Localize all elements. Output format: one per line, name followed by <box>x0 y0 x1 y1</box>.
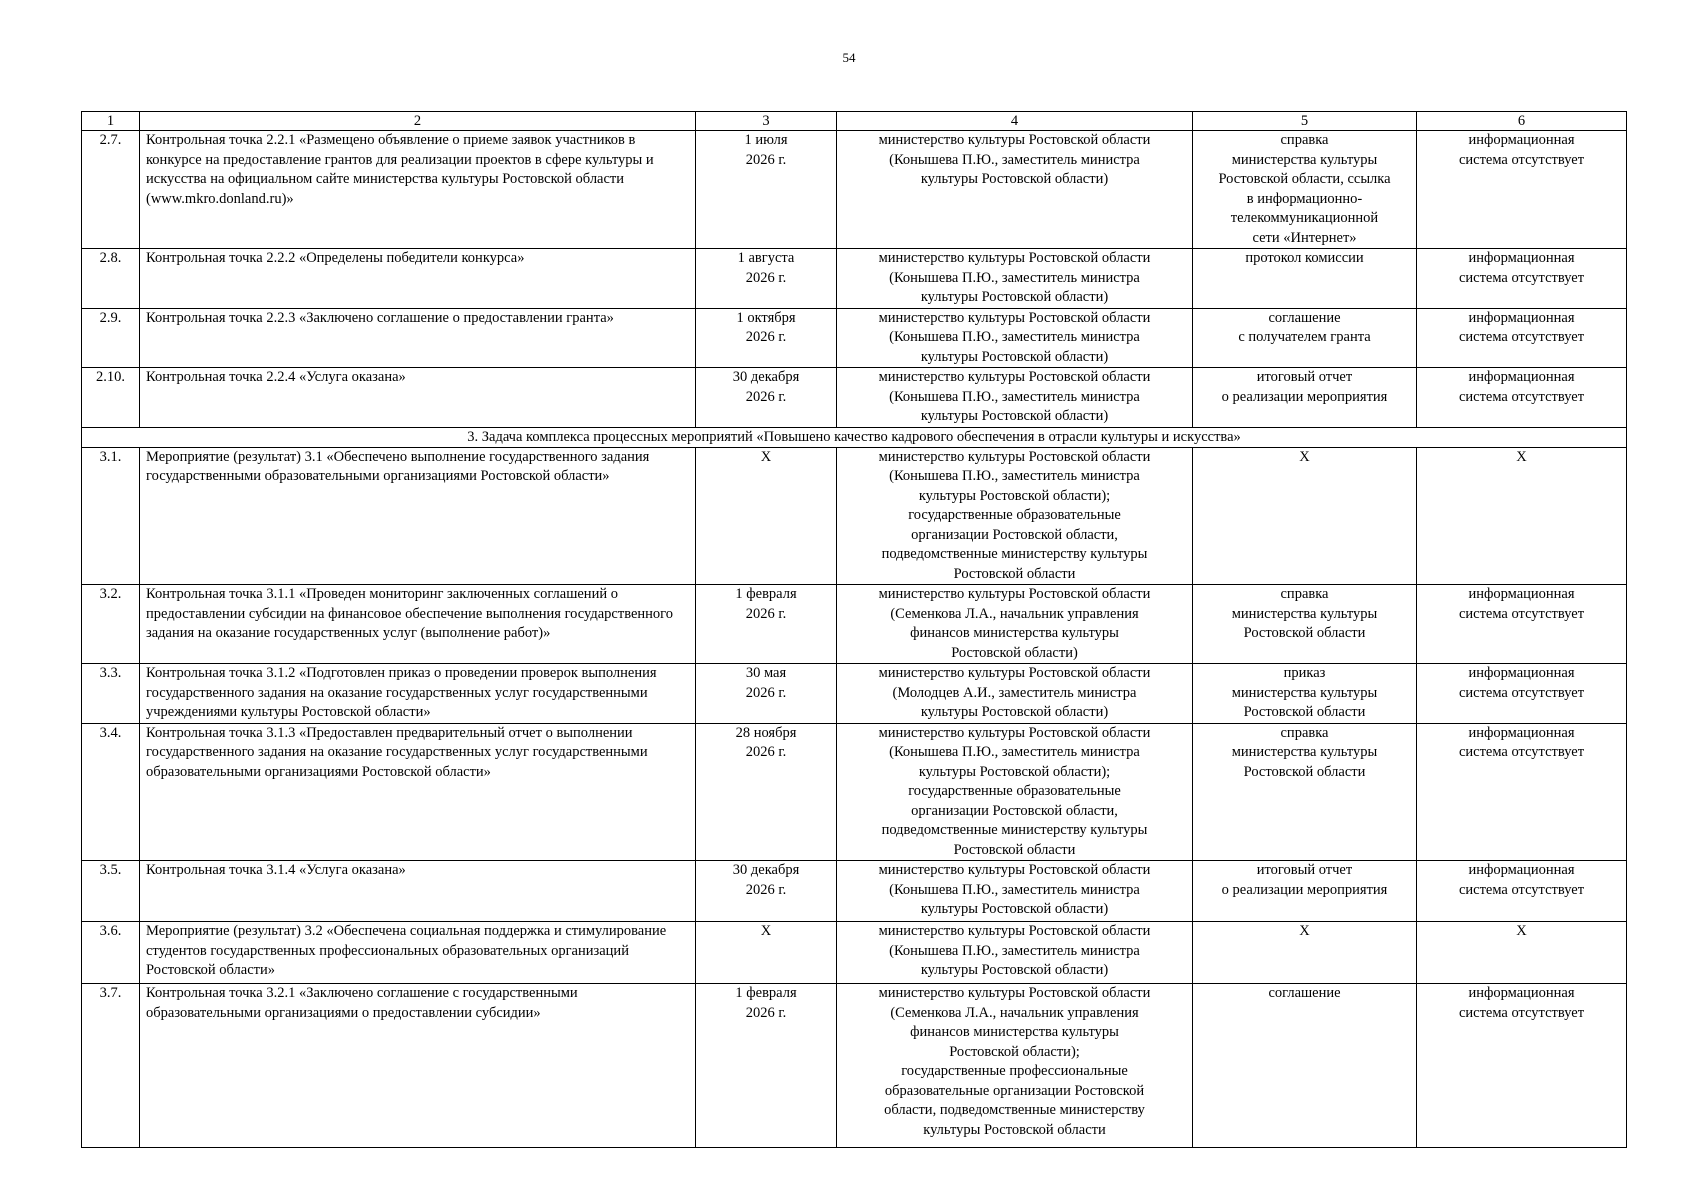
deadline-cell: 28 ноября 2026 г. <box>696 723 837 861</box>
confirming-document-cell: справка министерства культуры Ростовской области <box>1193 723 1417 861</box>
deadline-cell: 30 декабря 2026 г. <box>696 368 837 428</box>
responsible-party-cell: министерство культуры Ростовской области (Конышева П.Ю., заместитель министра культуры Ростовской области) <box>837 131 1193 249</box>
table-row <box>82 447 1627 585</box>
confirming-document-cell: справка министерства культуры Ростовской области <box>1193 585 1417 664</box>
table-row <box>82 861 1627 922</box>
deadline-cell: Х <box>696 922 837 984</box>
activity-name-cell: Контрольная точка 2.2.4 «Услуга оказана» <box>140 368 696 428</box>
information-system-cell: информационная система отсутствует <box>1417 723 1627 861</box>
information-system-cell: информационная система отсутствует <box>1417 984 1627 1148</box>
header-col-6: 6 <box>1417 112 1627 131</box>
confirming-document-cell: справка министерства культуры Ростовской области, ссылка в информационно- телекоммуникационной сети «Интернет» <box>1193 131 1417 249</box>
table-header-row <box>82 112 1627 131</box>
control-points-table <box>81 111 1627 1148</box>
confirming-document-cell: Х <box>1193 922 1417 984</box>
responsible-party-cell: министерство культуры Ростовской области (Конышева П.Ю., заместитель министра культуры Ростовской области) <box>837 861 1193 922</box>
page-number: 54 <box>842 50 856 65</box>
confirming-document-cell: приказ министерства культуры Ростовской области <box>1193 664 1417 724</box>
section-header-row <box>82 427 1627 447</box>
row-number-cell: 2.7. <box>82 131 140 249</box>
header-col-5: 5 <box>1193 112 1417 131</box>
responsible-party-cell: министерство культуры Ростовской области (Конышева П.Ю., заместитель министра культуры Ростовской области) <box>837 922 1193 984</box>
deadline-cell: 1 августа 2026 г. <box>696 249 837 309</box>
responsible-party-cell: министерство культуры Ростовской области (Конышева П.Ю., заместитель министра культуры Ростовской области); государственные образовательные организации Ростовской области, подведомственные министерству культуры Ростовской области <box>837 723 1193 861</box>
header-col-1: 1 <box>82 112 140 131</box>
confirming-document-cell: Х <box>1193 447 1417 585</box>
information-system-cell: информационная система отсутствует <box>1417 368 1627 428</box>
header-col-2: 2 <box>140 112 696 131</box>
deadline-cell: 1 февраля 2026 г. <box>696 585 837 664</box>
row-number-cell: 3.7. <box>82 984 140 1148</box>
table-row <box>82 984 1627 1148</box>
activity-name-cell: Контрольная точка 3.1.2 «Подготовлен приказ о проведении проверок выполнения государственного задания на оказание государственных услуг государственными учреждениями культуры Ростовской области» <box>140 664 696 724</box>
activity-name-cell: Контрольная точка 2.2.2 «Определены победители конкурса» <box>140 249 696 309</box>
deadline-cell: 30 мая 2026 г. <box>696 664 837 724</box>
table-row <box>82 585 1627 664</box>
responsible-party-cell: министерство культуры Ростовской области (Конышева П.Ю., заместитель министра культуры Ростовской области) <box>837 249 1193 309</box>
deadline-cell: Х <box>696 447 837 585</box>
information-system-cell: Х <box>1417 922 1627 984</box>
row-number-cell: 3.3. <box>82 664 140 724</box>
confirming-document-cell: соглашение <box>1193 984 1417 1148</box>
section-title: 3. Задача комплекса процессных мероприятий «Повышено качество кадрового обеспечения в отрасли культуры и искусства» <box>82 427 1627 447</box>
activity-name-cell: Контрольная точка 3.2.1 «Заключено соглашение с государственными образовательными организациями о предоставлении субсидии» <box>140 984 696 1148</box>
row-number-cell: 3.5. <box>82 861 140 922</box>
activity-name-cell: Контрольная точка 3.1.1 «Проведен мониторинг заключенных соглашений о предоставлении субсидии на финансовое обеспечение выполнения государственного задания на оказание государственных услуг (выполнение работ)» <box>140 585 696 664</box>
activity-name-cell: Контрольная точка 2.2.3 «Заключено соглашение о предоставлении гранта» <box>140 308 696 368</box>
information-system-cell: информационная система отсутствует <box>1417 249 1627 309</box>
row-number-cell: 3.6. <box>82 922 140 984</box>
row-number-cell: 2.8. <box>82 249 140 309</box>
table-row <box>82 131 1627 249</box>
information-system-cell: информационная система отсутствует <box>1417 664 1627 724</box>
information-system-cell: Х <box>1417 447 1627 585</box>
table-row <box>82 368 1627 428</box>
activity-name-cell: Контрольная точка 2.2.1 «Размещено объявление о приеме заявок участников в конкурсе на предоставление грантов для реализации проектов в сфере культуры и искусства на официальном сайте министерства культуры Ростовской области (www.mkro.donland.ru)» <box>140 131 696 249</box>
responsible-party-cell: министерство культуры Ростовской области (Конышева П.Ю., заместитель министра культуры Ростовской области); государственные образовательные организации Ростовской области, подведомственные министерству культуры Ростовской области <box>837 447 1193 585</box>
responsible-party-cell: министерство культуры Ростовской области (Конышева П.Ю., заместитель министра культуры Ростовской области) <box>837 368 1193 428</box>
row-number-cell: 2.9. <box>82 308 140 368</box>
row-number-cell: 3.2. <box>82 585 140 664</box>
table-row <box>82 308 1627 368</box>
responsible-party-cell: министерство культуры Ростовской области (Семенкова Л.А., начальник управления финансов министерства культуры Ростовской области) <box>837 585 1193 664</box>
confirming-document-cell: протокол комиссии <box>1193 249 1417 309</box>
activity-name-cell: Мероприятие (результат) 3.2 «Обеспечена социальная поддержка и стимулирование студентов государственных профессиональных образовательных организаций Ростовской области» <box>140 922 696 984</box>
table-row <box>82 922 1627 984</box>
responsible-party-cell: министерство культуры Ростовской области (Семенкова Л.А., начальник управления финансов министерства культуры Ростовской области); государственные профессиональные образовательные организации Ростовской области, подведомственные министерству культуры Ростовской области <box>837 984 1193 1148</box>
activity-name-cell: Контрольная точка 3.1.3 «Предоставлен предварительный отчет о выполнении государственного задания на оказание государственных услуг государственными образовательными организациями Ростовской области» <box>140 723 696 861</box>
deadline-cell: 1 февраля 2026 г. <box>696 984 837 1148</box>
activity-name-cell: Мероприятие (результат) 3.1 «Обеспечено выполнение государственного задания государственными образовательными организациями Ростовской области» <box>140 447 696 585</box>
responsible-party-cell: министерство культуры Ростовской области (Конышева П.Ю., заместитель министра культуры Ростовской области) <box>837 308 1193 368</box>
information-system-cell: информационная система отсутствует <box>1417 308 1627 368</box>
information-system-cell: информационная система отсутствует <box>1417 585 1627 664</box>
confirming-document-cell: соглашение с получателем гранта <box>1193 308 1417 368</box>
responsible-party-cell: министерство культуры Ростовской области (Молодцев А.И., заместитель министра культуры Ростовской области) <box>837 664 1193 724</box>
activity-name-cell: Контрольная точка 3.1.4 «Услуга оказана» <box>140 861 696 922</box>
row-number-cell: 3.4. <box>82 723 140 861</box>
information-system-cell: информационная система отсутствует <box>1417 861 1627 922</box>
row-number-cell: 2.10. <box>82 368 140 428</box>
deadline-cell: 30 декабря 2026 г. <box>696 861 837 922</box>
header-col-3: 3 <box>696 112 837 131</box>
table-row <box>82 723 1627 861</box>
table-row <box>82 664 1627 724</box>
table-row <box>82 249 1627 309</box>
deadline-cell: 1 октября 2026 г. <box>696 308 837 368</box>
row-number-cell: 3.1. <box>82 447 140 585</box>
deadline-cell: 1 июля 2026 г. <box>696 131 837 249</box>
header-col-4: 4 <box>837 112 1193 131</box>
information-system-cell: информационная система отсутствует <box>1417 131 1627 249</box>
confirming-document-cell: итоговый отчет о реализации мероприятия <box>1193 861 1417 922</box>
confirming-document-cell: итоговый отчет о реализации мероприятия <box>1193 368 1417 428</box>
